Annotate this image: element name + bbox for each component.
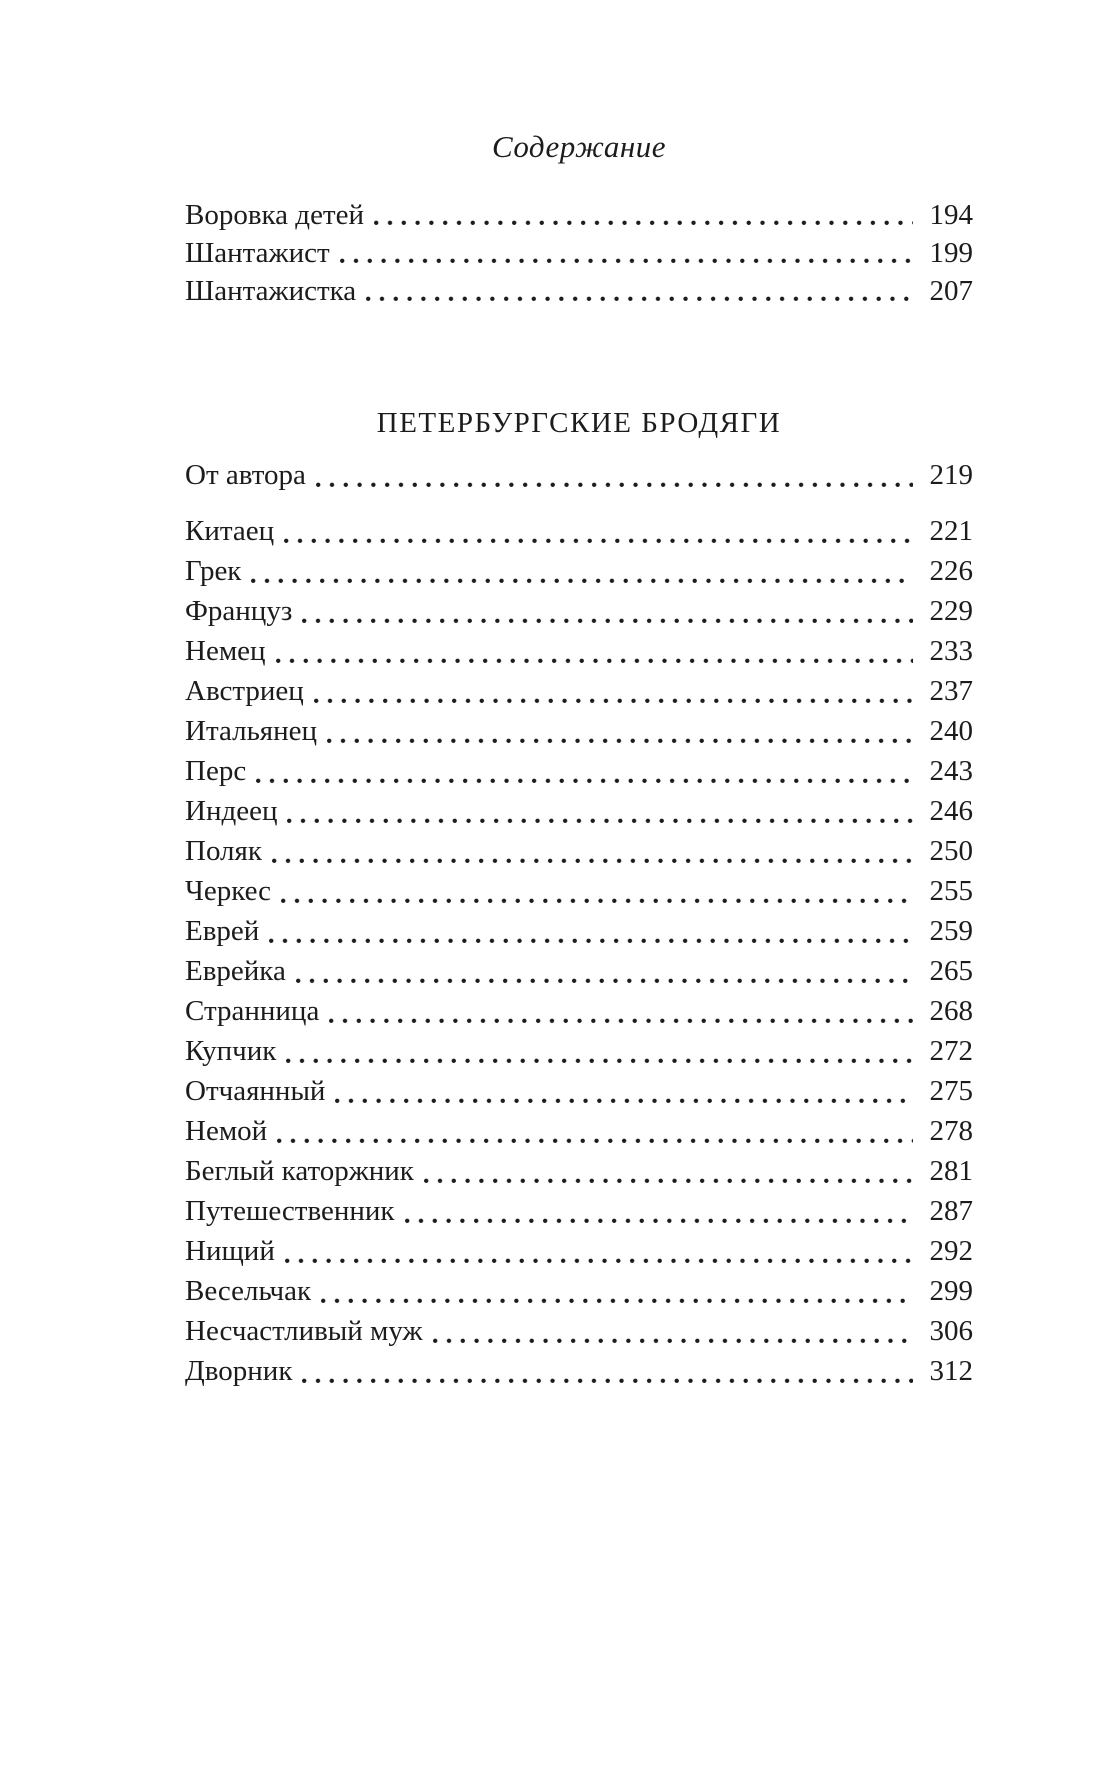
toc-entry-page: 299 (929, 1275, 973, 1307)
dot-leader (287, 818, 913, 824)
toc-entry-title: Еврейка (185, 955, 286, 987)
dot-leader (329, 1018, 913, 1024)
dot-leader (251, 578, 913, 584)
toc-entry (185, 1232, 973, 1272)
toc-entry-page: 281 (929, 1155, 973, 1187)
toc-entry (185, 1192, 973, 1232)
toc-entry (185, 512, 973, 552)
toc-entry-title: Немец (185, 635, 266, 667)
toc-group (185, 512, 973, 1392)
toc-entry-title: Перс (185, 755, 247, 787)
toc-entry-title: Француз (185, 595, 293, 627)
toc-entry-page: 275 (929, 1075, 973, 1107)
toc-entry-page: 207 (929, 275, 973, 307)
dot-leader (405, 1218, 914, 1224)
dot-leader (269, 938, 913, 944)
toc-entry-title: Беглый каторжник (185, 1155, 414, 1187)
toc-entry-title: Китаец (185, 515, 275, 547)
toc-section (185, 196, 973, 310)
toc-entry (185, 992, 973, 1032)
toc-entry (185, 832, 973, 872)
dot-leader (272, 858, 913, 864)
toc-entry (185, 712, 973, 752)
toc-entry-title: Еврей (185, 915, 260, 947)
toc-entry-page: 219 (929, 459, 973, 491)
toc-entry (185, 196, 973, 234)
dot-leader (256, 778, 913, 784)
toc-entry-title: Грек (185, 555, 242, 587)
toc-entry-title: От автора (185, 459, 306, 491)
toc-entry (185, 552, 973, 592)
toc-entry-page: 287 (929, 1195, 973, 1227)
toc-entry-title: Весельчак (185, 1275, 312, 1307)
toc-section (185, 404, 973, 1392)
dot-leader (302, 618, 913, 624)
toc-entry-page: 268 (929, 995, 973, 1027)
toc-entry-page: 243 (929, 755, 973, 787)
dot-leader (296, 978, 913, 984)
toc-entry (185, 752, 973, 792)
toc-entry-title: Немой (185, 1115, 268, 1147)
dot-leader (316, 482, 913, 488)
toc-entry-page: 306 (929, 1315, 973, 1347)
dot-leader (277, 1138, 913, 1144)
dot-leader (327, 738, 913, 744)
toc-entry (185, 272, 973, 310)
toc-entry (185, 912, 973, 952)
toc-entry (185, 632, 973, 672)
toc-entry (185, 872, 973, 912)
toc-entry-title: Воровка детей (185, 199, 364, 231)
toc-entry-page: 255 (929, 875, 973, 907)
toc-group (185, 196, 973, 310)
toc-entry-title: Дворник (185, 1355, 293, 1387)
dot-leader (374, 220, 913, 226)
dot-leader (281, 898, 913, 904)
toc-entry-page: 199 (929, 237, 973, 269)
toc-entry-title: Итальянец (185, 715, 318, 747)
toc-entry-page: 194 (929, 199, 973, 231)
dot-leader (340, 258, 913, 264)
dot-leader (302, 1378, 913, 1384)
toc-entry (185, 1352, 973, 1392)
dot-leader (285, 1258, 913, 1264)
toc-entry-title: Черкес (185, 875, 272, 907)
toc-entry (185, 1152, 973, 1192)
toc-entry-title: Шантажист (185, 237, 330, 269)
toc-entry-page: 278 (929, 1115, 973, 1147)
toc-entry-page: 229 (929, 595, 973, 627)
toc-entry-page: 250 (929, 835, 973, 867)
toc-entry-page: 292 (929, 1235, 973, 1267)
toc-entry-title: Купчик (185, 1035, 277, 1067)
toc-entry-page: 312 (929, 1355, 973, 1387)
dot-leader (314, 698, 913, 704)
toc-entry-title: Поляк (185, 835, 262, 867)
toc-entry-title: Нищий (185, 1235, 275, 1267)
toc-entry (185, 1072, 973, 1112)
dot-leader (335, 1098, 913, 1104)
dot-leader (366, 296, 913, 302)
toc-entry-page: 259 (929, 915, 973, 947)
toc-entry-title: Индеец (185, 795, 278, 827)
toc-group (185, 456, 973, 496)
toc-entry (185, 592, 973, 632)
toc-entry (185, 456, 973, 496)
toc-entry-title: Странница (185, 995, 320, 1027)
toc-entry-page: 221 (929, 515, 973, 547)
toc-entry (185, 672, 973, 712)
toc-entry (185, 952, 973, 992)
dot-leader (424, 1178, 913, 1184)
toc-entry-page: 272 (929, 1035, 973, 1067)
toc-entry-page: 226 (929, 555, 973, 587)
dot-leader (433, 1338, 913, 1344)
toc-entry (185, 792, 973, 832)
dot-leader (276, 658, 913, 664)
dot-leader (321, 1298, 913, 1304)
toc-entry-page: 246 (929, 795, 973, 827)
toc-entry-page: 240 (929, 715, 973, 747)
table-of-contents (185, 196, 973, 1392)
toc-entry-page: 265 (929, 955, 973, 987)
toc-entry (185, 1032, 973, 1072)
toc-entry-title: Австриец (185, 675, 304, 707)
toc-entry (185, 1112, 973, 1152)
toc-entry-title: Несчастливый муж (185, 1315, 423, 1347)
toc-entry-title: Шантажистка (185, 275, 357, 307)
dot-leader (284, 538, 913, 544)
toc-entry (185, 234, 973, 272)
book-page (185, 0, 973, 1392)
toc-entry-title: Отчаянный (185, 1075, 326, 1107)
toc-entry-page: 233 (929, 635, 973, 667)
toc-entry-title: Путешественник (185, 1195, 395, 1227)
dot-leader (286, 1058, 913, 1064)
toc-entry-page: 237 (929, 675, 973, 707)
toc-section-heading: ПЕТЕРБУРГСКИЕ БРОДЯГИ (376, 407, 782, 439)
toc-entry (185, 1312, 973, 1352)
page-title: Содержание (491, 129, 667, 164)
toc-entry (185, 1272, 973, 1312)
